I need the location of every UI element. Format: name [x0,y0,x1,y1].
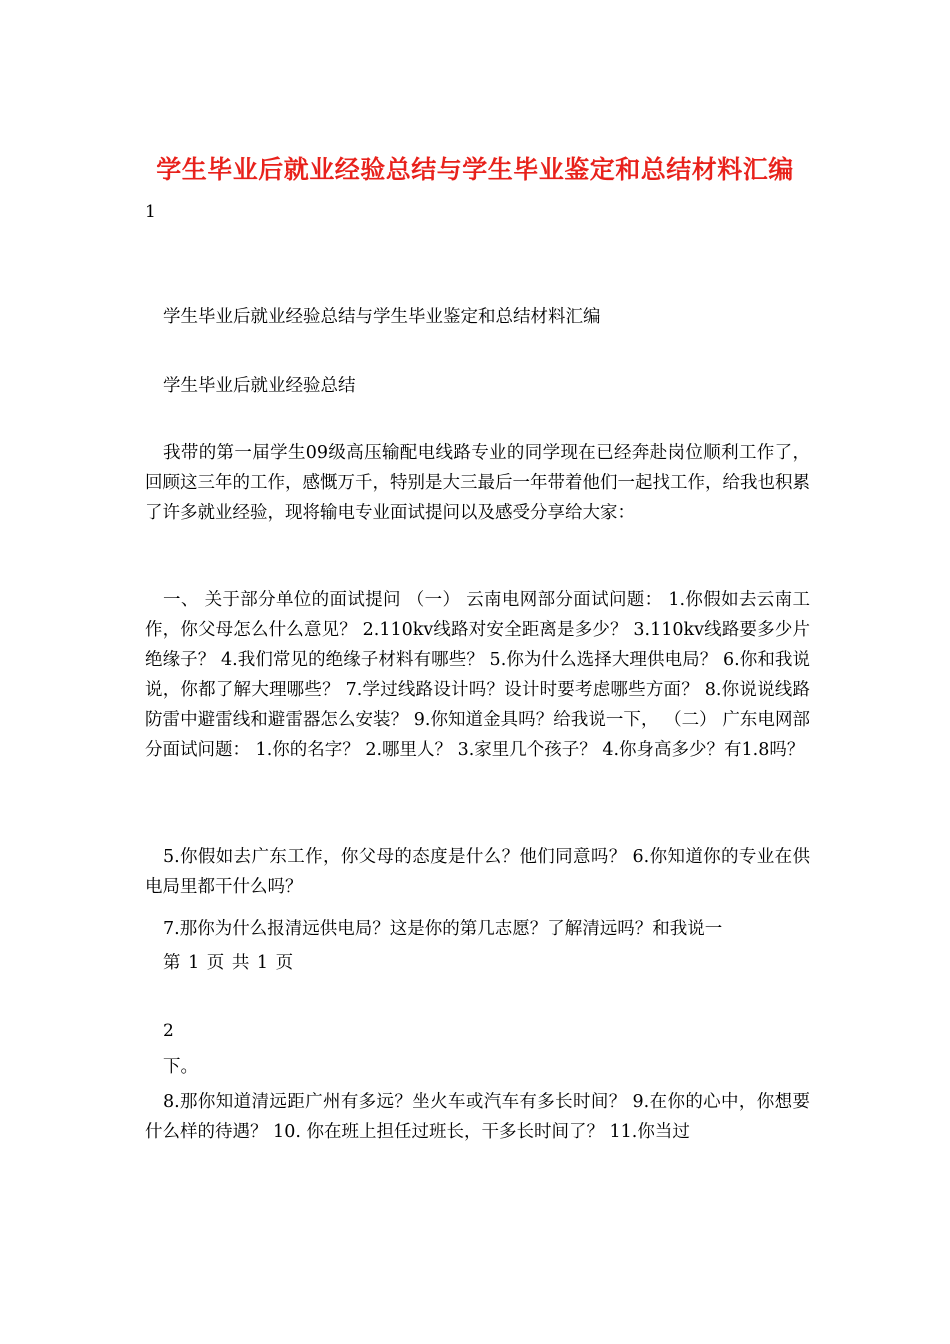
interview-questions-paragraph: 一、 关于部分单位的面试提问 （一） 云南电网部分面试问题： 1.你假如去云南工作，你父母怎么什么意见？ 2.110kv线路对安全距离是多少？ 3.110kv线路要多少片绝缘子？ 4.我们常见的绝缘子材料有哪些？ 5.你为什么选择大理供电局？ 6.你和我说说，你都了解大理哪些？ 7.学过线路设计吗？设计时要考虑哪些方面？ 8.你说说线路防雷中避雷线和避雷器怎么安装？ 9.你知道金具吗？给我说一下， （二） 广东电网部分面试问题： 1.你的名字？ 2.哪里人？ 3.家里几个孩子？ 4.你身高多少？有1.8吗？ [145,590,810,760]
question-7-continuation: 下。 [163,1057,198,1077]
intro-paragraph: 我带的第一届学生09级高压输配电线路专业的同学现在已经奔赴岗位顺利工作了，回顾这三年的工作，感慨万千，特别是大三最后一年带着他们一起找工作，给我也积累了许多就业经验，现将输电专业面试提问以及感受分享给大家： [145,443,810,523]
page-footer: 第 1 页 共 1 页 [163,953,295,973]
questions-8-11-paragraph: 8.那你知道清远距广州有多远？坐火车或汽车有多长时间？ 9.在你的心中，你想要什么样的待遇？ 10. 你在班上担任过班长，干多长时间了？ 11.你当过 [145,1092,810,1142]
question-7-line: 7.那你为什么报清远供电局？这是你的第几志愿？了解清远吗？和我说一 [163,919,723,939]
page-number-2: 2 [163,1021,174,1041]
document-title: 学生毕业后就业经验总结与学生毕业鉴定和总结材料汇编 [156,155,794,184]
questions-5-6-paragraph: 5.你假如去广东工作，你父母的态度是什么？他们同意吗？ 6.你知道你的专业在供电局里都干什么吗？ [145,847,810,897]
sub-heading: 学生毕业后就业经验总结 [163,376,356,396]
page-number-1: 1 [145,202,156,222]
main-heading: 学生毕业后就业经验总结与学生毕业鉴定和总结材料汇编 [163,307,601,327]
